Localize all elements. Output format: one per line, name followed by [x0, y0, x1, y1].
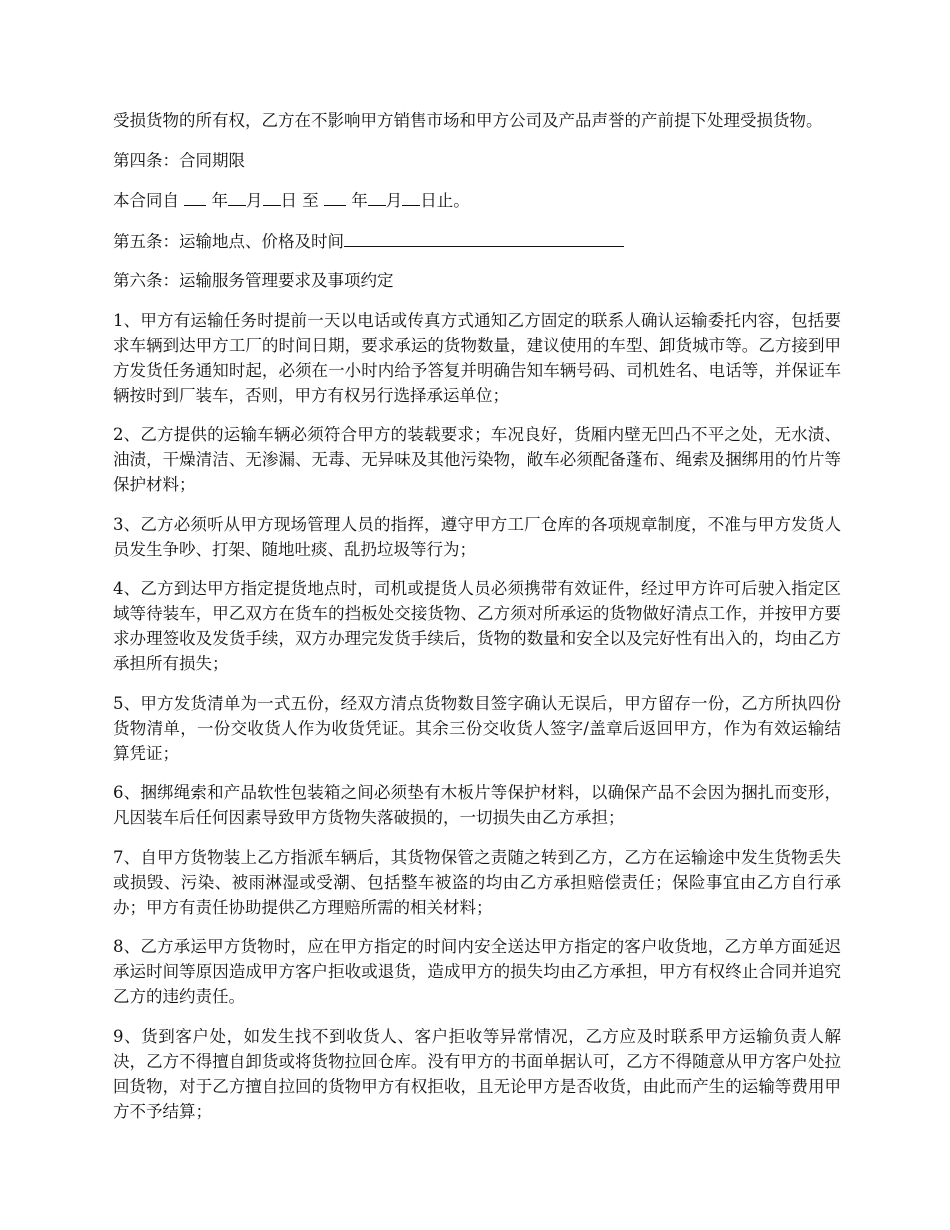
term-year-1: 年: [211, 191, 228, 210]
article-5-label: 第五条：运输地点、价格及时间: [113, 231, 344, 251]
term-day-2: 日止。: [420, 191, 470, 210]
clause-3: 3、乙方必须听从甲方现场管理人员的指挥，遵守甲方工厂仓库的各项规章制度，不准与甲方发货人员发生争吵、打架、随地吐痰、乱扔垃圾等行为；: [113, 514, 841, 559]
clause-4: 4、乙方到达甲方指定提货地点时，司机或提货人员必须携带有效证件，经过甲方许可后驶入指定区域等待装车，甲乙双方在货车的挡板处交接货物、乙方须对所承运的货物做好清点工作，并按甲方要求办理签收及发货手续，双方办理完发货手续后，货物的数量和安全以及完好性有出入的，均由乙方承担所有损失；: [113, 579, 841, 673]
term-year-2: 年: [351, 191, 368, 210]
clause-5: 5、甲方发货清单为一式五份，经双方清点货物数目签字确认无误后，甲方留存一份，乙方所执四份货物清单，一份交收货人作为收货凭证。其余三份交收货人签字/盖章后返回甲方，作为有效运输结算凭证；: [113, 693, 841, 763]
clause-2: 2、乙方提供的运输车辆必须符合甲方的装载要求；车况良好，货厢内壁无凹凸不平之处，无水渍、油渍，干燥清洁、无渗漏、无毒、无异味及其他污染物，敞车必须配备蓬布、绳索及捆绑用的竹片等保护材料；: [113, 425, 841, 494]
clause-9: 9、货到客户处，如发生找不到收货人、客户拒收等异常情况，乙方应及时联系甲方运输负责人解决，乙方不得擅自卸货或将货物拉回仓库。没有甲方的书面单据认可，乙方不得随意从甲方客户处拉回货物，对于乙方擅自拉回的货物甲方有权拒收，且无论甲方是否收货，由此而产生的运输等费用甲方不予结算；: [113, 1026, 841, 1121]
term-month-1: 月: [246, 191, 263, 210]
blank-end-year[interactable]: [324, 187, 346, 206]
term-day-1: 日: [280, 191, 297, 210]
clause-1: 1、甲方有运输任务时提前一天以电话或传真方式通知乙方固定的联系人确认运输委托内容，包括要求车辆到达甲方工厂的时间日期，要求承运的货物数量，建议使用的车型、卸货城市等。乙方接到甲方发货任务通知时起，必须在一小时内给予答复并明确告知车辆号码、司机姓名、电话等，并保证车辆按时到厂装车，否则，甲方有权另行选择承运单位；: [113, 310, 841, 405]
term-prefix: 本合同自: [113, 191, 179, 210]
term-to: 至: [302, 191, 319, 210]
blank-start-year[interactable]: [184, 187, 206, 206]
blank-transport-details[interactable]: [344, 228, 624, 247]
contract-page: [113, 108, 841, 1138]
clause-7: 7、自甲方货物装上乙方指派车辆后，其货物保管之责随之转到乙方，乙方在运输途中发生货物丢失或损毁、污染、被雨淋湿或受潮、包括整车被盗的均由乙方承担赔偿责任；保险事宜由乙方自行承办；甲方有责任协助提供乙方理赔所需的相关材料；: [113, 847, 841, 917]
heading-article-6: 第六条：运输服务管理要求及事项约定: [113, 271, 394, 290]
heading-article-4: 第四条：合同期限: [113, 150, 245, 170]
heading-article-5: [113, 228, 841, 254]
clause-6: 6、捆绑绳索和产品软性包装箱之间必须垫有木板片等保护材料，以确保产品不会因为捆扎而变形，凡因装车后任何因素导致甲方货物失落破损的，一切损失由乙方承担；: [113, 783, 841, 827]
blank-end-month[interactable]: [368, 187, 386, 206]
blank-start-month[interactable]: [228, 187, 246, 206]
blank-start-day[interactable]: [263, 187, 281, 206]
term-month-2: 月: [385, 191, 403, 210]
blank-end-day[interactable]: [402, 187, 420, 206]
paragraph-damaged-goods: 受损货物的所有权，乙方在不影响甲方销售市场和甲方公司及产品声誉的产前提下处理受损货物。: [113, 111, 823, 130]
contract-term-line: [113, 187, 841, 213]
clause-8: 8、乙方承运甲方货物时，应在甲方指定的时间内安全送达甲方指定的客户收货地，乙方单方面延迟承运时间等原因造成甲方客户拒收或退货，造成甲方的损失均由乙方承担，甲方有权终止合同并追究乙方的违约责任。: [113, 937, 841, 1006]
